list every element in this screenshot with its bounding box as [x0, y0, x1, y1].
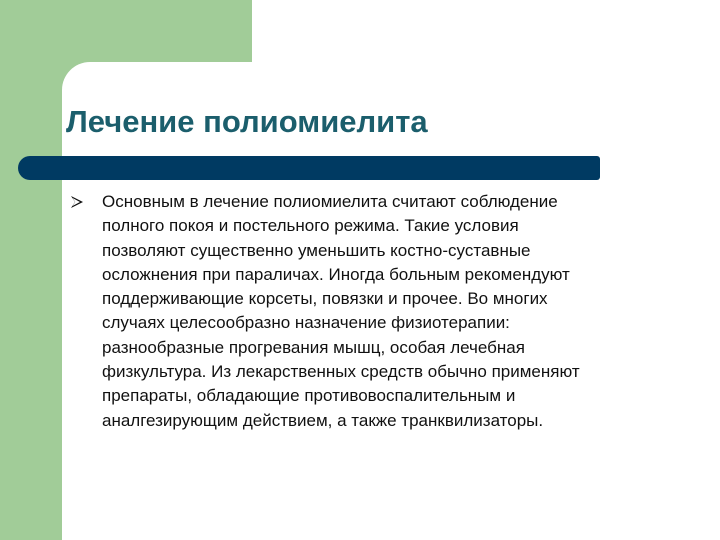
- bullet-line: аналгезирующим действием, а также транквилизаторы.: [102, 410, 544, 430]
- bullet-line: разнообразные прогревания мышц, особая лечебная: [102, 337, 525, 357]
- title-underline-bar: [18, 156, 600, 180]
- bullet-line: случаях целесообразно назначение физиотерапии:: [102, 313, 510, 333]
- bullet-line: физкультура. Из лекарственных средств обычно применяют: [102, 362, 580, 382]
- bullet-line: поддерживающие корсеты, повязки и прочее. Во многих: [102, 289, 548, 309]
- bullet-line: Основным в лечение полиомиелита считают соблюдение: [102, 192, 558, 211]
- slide-title: Лечение полиомиелита: [66, 104, 428, 139]
- bullet-line: полного покоя и постельного режима. Такие условия: [102, 216, 519, 236]
- bullet-arrow-icon: [70, 195, 84, 209]
- bullet-line: осложнения при параличах. Иногда больным рекомендуют: [102, 264, 570, 284]
- bullet-text: [102, 190, 682, 433]
- bullet-line: позволяют существенно уменьшить костно-суставные: [102, 240, 531, 260]
- decorative-green-strip-left: [0, 0, 62, 540]
- bullet-line: препараты, обладающие противовоспалительным и: [102, 386, 516, 406]
